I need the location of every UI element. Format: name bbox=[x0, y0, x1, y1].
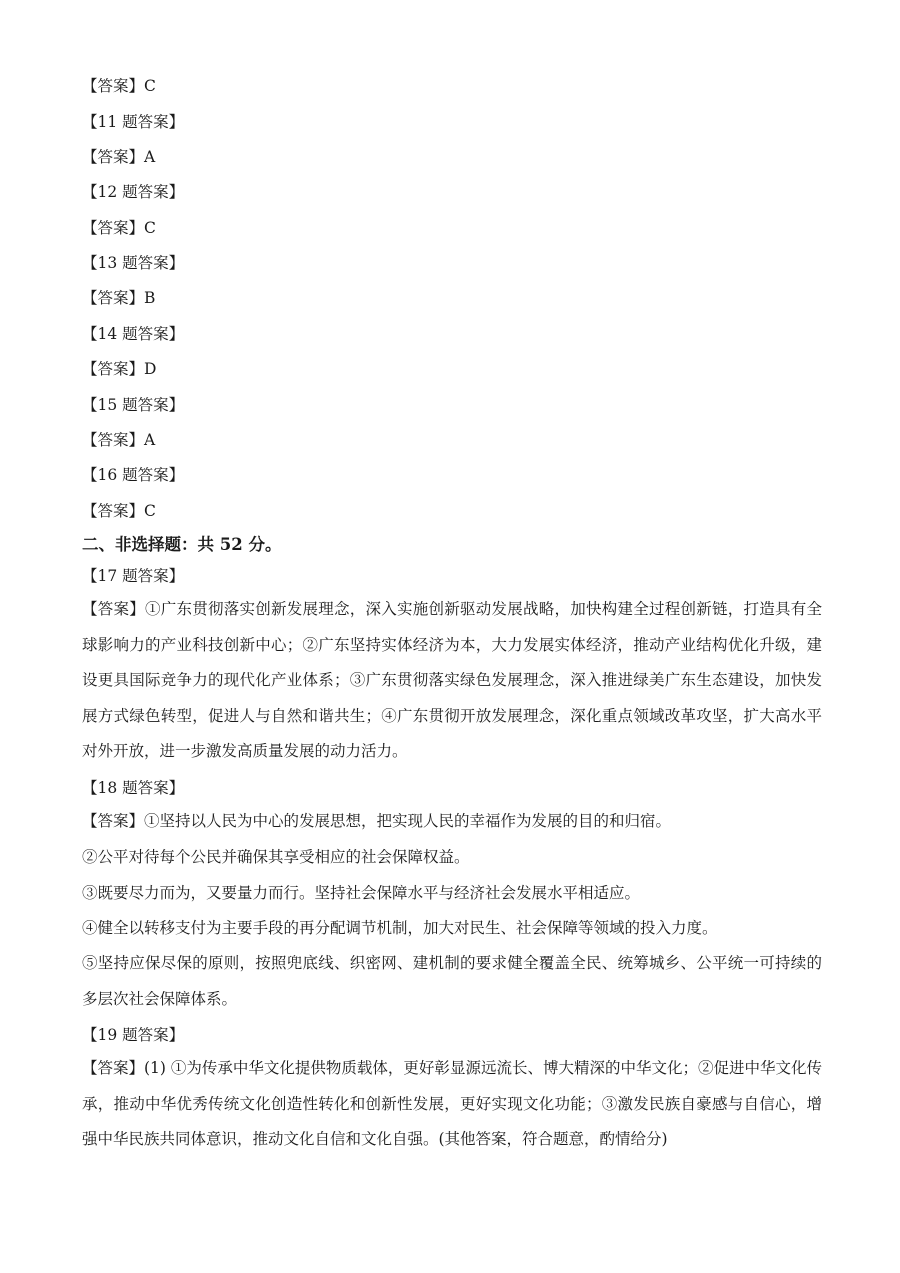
answer-line: 【答案】D bbox=[82, 360, 157, 378]
question-label: 【17 题答案】 bbox=[82, 567, 185, 585]
answer-line: 【答案】A bbox=[82, 148, 156, 166]
question-label: 【11 题答案】 bbox=[82, 113, 185, 131]
question-label: 【18 题答案】 bbox=[82, 779, 185, 797]
answer-paragraph: 【答案】①坚持以人民为中心的发展思想，把实现人民的幸福作为发展的目的和归宿。 bbox=[82, 812, 672, 830]
answer-paragraph: ②公平对待每个公民并确保其享受相应的社会保障权益。 bbox=[82, 848, 470, 866]
answer-line: 【答案】A bbox=[82, 431, 156, 449]
question-label: 【13 题答案】 bbox=[82, 254, 185, 272]
answer-line: 【答案】B bbox=[82, 289, 156, 307]
answer-paragraph: ④健全以转移支付为主要手段的再分配调节机制，加大对民生、社会保障等领域的投入力度。 bbox=[82, 919, 718, 937]
question-label: 【14 题答案】 bbox=[82, 325, 185, 343]
answer-paragraph: 【答案】(1) ①为传承中华文化提供物质载体，更好彰显源远流长、博大精深的中华文化；②促进中华文化传承，推动中华优秀传统文化创造性转化和创新性发展，更好实现文化功能；③激发民族自豪感与自信心，增强中华民族共同体意识，推动文化自信和文化自强。(其他答案，符合题意，酌情给分) bbox=[82, 1059, 822, 1148]
answer-paragraph: ⑤坚持应保尽保的原则，按照兜底线、织密网、建机制的要求健全覆盖全民、统筹城乡、公平统一可持续的多层次社会保障体系。 bbox=[82, 954, 822, 1008]
answer-line: 【答案】C bbox=[82, 77, 156, 95]
question-label: 【12 题答案】 bbox=[82, 183, 185, 201]
question-label: 【19 题答案】 bbox=[82, 1026, 185, 1044]
answer-line: 【答案】C bbox=[82, 219, 156, 237]
section-heading: 二、非选择题：共 52 分。 bbox=[82, 535, 282, 554]
answer-line: 【答案】C bbox=[82, 502, 156, 520]
answer-paragraph: ③既要尽力而为，又要量力而行。坚持社会保障水平与经济社会发展水平相适应。 bbox=[82, 884, 641, 902]
question-label: 【16 题答案】 bbox=[82, 466, 185, 484]
answer-paragraph: 【答案】①广东贯彻落实创新发展理念，深入实施创新驱动发展战略，加快构建全过程创新链，打造具有全球影响力的产业科技创新中心；②广东坚持实体经济为本，大力发展实体经济，推动产业结构优化升级，建设更具国际竞争力的现代化产业体系；③广东贯彻落实绿色发展理念，深入推进绿美广东生态建设，加快发展方式绿色转型，促进人与自然和谐共生；④广东贯彻开放发展理念，深化重点领域改革攻坚，扩大高水平对外开放，进一步激发高质量发展的动力活力。 bbox=[82, 600, 822, 760]
question-label: 【15 题答案】 bbox=[82, 396, 185, 414]
